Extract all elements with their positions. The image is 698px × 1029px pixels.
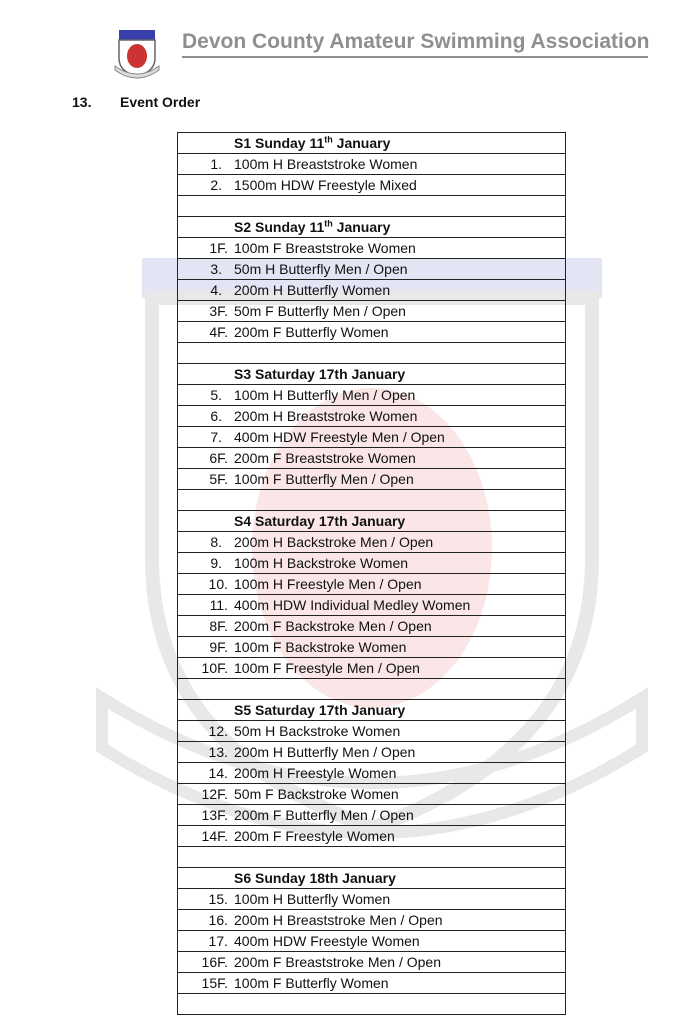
event-row	[178, 301, 566, 322]
event-cell	[178, 553, 566, 574]
event-number: 11.	[209, 597, 228, 613]
event-cell	[178, 385, 566, 406]
event-cell	[178, 952, 566, 973]
event-cell	[178, 973, 566, 994]
event-name: 100m F Butterfly Men / Open	[234, 471, 414, 487]
event-name: 200m F Backstroke Men / Open	[234, 618, 432, 634]
event-row	[178, 763, 566, 784]
event-number: 15.	[208, 891, 228, 907]
event-number: 16F.	[201, 954, 228, 970]
event-row	[178, 805, 566, 826]
session-month: January	[338, 870, 396, 886]
session-code: S4	[234, 513, 256, 529]
session-code: S5	[234, 702, 256, 718]
session-date-suffix: th	[324, 218, 333, 229]
event-row	[178, 637, 566, 658]
session-day: Saturday	[255, 366, 319, 382]
event-cell	[178, 301, 566, 322]
session-date: 18th	[309, 870, 339, 886]
event-name: 200m H Breaststroke Men / Open	[234, 912, 443, 928]
event-name: 100m H Freestyle Men / Open	[234, 576, 422, 592]
event-cell	[178, 154, 566, 175]
blank-cell	[178, 343, 566, 364]
session-code: S3	[234, 366, 256, 382]
event-name: 200m F Breaststroke Women	[234, 450, 416, 466]
event-row	[178, 931, 566, 952]
event-cell	[178, 889, 566, 910]
event-name: 100m F Backstroke Women	[234, 639, 407, 655]
event-cell	[178, 763, 566, 784]
session-header-row	[178, 133, 566, 154]
session-header-row	[178, 217, 566, 238]
section-number: 13.	[72, 94, 92, 110]
session-header-row	[178, 364, 566, 385]
event-number: 9F.	[209, 639, 228, 655]
event-row	[178, 469, 566, 490]
event-cell	[178, 826, 566, 847]
event-cell	[178, 910, 566, 931]
session-day: Sunday	[255, 135, 310, 151]
event-row	[178, 322, 566, 343]
event-row	[178, 784, 566, 805]
event-number: 14F.	[201, 828, 228, 844]
event-name: 200m H Butterfly Women	[234, 282, 391, 298]
session-day: Saturday	[255, 513, 319, 529]
event-name: 50m F Butterfly Men / Open	[234, 303, 406, 319]
session-code: S1	[234, 135, 256, 151]
event-number: 4F.	[209, 324, 228, 340]
event-row	[178, 385, 566, 406]
event-cell	[178, 784, 566, 805]
event-cell	[178, 406, 566, 427]
event-row	[178, 742, 566, 763]
session-header-row	[178, 511, 566, 532]
event-cell	[178, 931, 566, 952]
event-number: 5F.	[209, 471, 228, 487]
event-number: 1F.	[209, 240, 228, 256]
event-row	[178, 154, 566, 175]
event-name: 50m F Backstroke Women	[234, 786, 399, 802]
event-row	[178, 952, 566, 973]
event-number: 4.	[210, 282, 222, 298]
section-title: Event Order	[120, 94, 201, 110]
event-order-table	[177, 132, 566, 1015]
blank-cell	[178, 994, 566, 1015]
event-row	[178, 175, 566, 196]
session-date: 17th	[318, 513, 348, 529]
event-number: 13.	[208, 744, 228, 760]
event-cell	[178, 574, 566, 595]
session-date: 17th	[318, 366, 348, 382]
event-cell	[178, 532, 566, 553]
event-cell	[178, 721, 566, 742]
event-number: 12F.	[201, 786, 228, 802]
event-cell	[178, 469, 566, 490]
event-row	[178, 595, 566, 616]
event-name: 100m H Butterfly Women	[234, 891, 391, 907]
event-cell	[178, 175, 566, 196]
event-name: 200m F Freestyle Women	[234, 828, 395, 844]
session-header	[178, 511, 566, 532]
event-name: 100m H Backstroke Women	[234, 555, 409, 571]
event-cell	[178, 259, 566, 280]
session-date: 11	[309, 219, 325, 235]
session-day: Sunday	[255, 219, 310, 235]
session-month: January	[347, 366, 406, 382]
organization-title: Devon County Amateur Swimming Association	[182, 29, 648, 58]
event-number: 10.	[208, 576, 228, 592]
event-row	[178, 259, 566, 280]
blank-row	[178, 196, 566, 217]
blank-cell	[178, 847, 566, 868]
event-name: 100m H Breaststroke Women	[234, 156, 418, 172]
session-day: Sunday	[255, 870, 310, 886]
session-month: January	[347, 702, 406, 718]
event-number: 8.	[210, 534, 222, 550]
event-row	[178, 973, 566, 994]
event-row	[178, 910, 566, 931]
blank-cell	[178, 196, 566, 217]
event-cell	[178, 448, 566, 469]
event-number: 2.	[210, 177, 222, 193]
event-row	[178, 532, 566, 553]
event-number: 8F.	[209, 618, 228, 634]
event-cell	[178, 238, 566, 259]
event-number: 5.	[210, 387, 222, 403]
event-name: 50m H Backstroke Women	[234, 723, 401, 739]
event-name: 400m HDW Individual Medley Women	[234, 597, 471, 613]
event-name: 200m H Butterfly Men / Open	[234, 744, 416, 760]
event-row	[178, 889, 566, 910]
event-number: 13F.	[201, 807, 228, 823]
event-number: 14.	[208, 765, 228, 781]
event-number: 7.	[210, 429, 222, 445]
event-cell	[178, 322, 566, 343]
event-number: 6.	[210, 408, 222, 424]
event-row	[178, 406, 566, 427]
session-month: January	[347, 513, 406, 529]
blank-cell	[178, 490, 566, 511]
blank-cell	[178, 679, 566, 700]
event-row	[178, 280, 566, 301]
event-number: 16.	[208, 912, 228, 928]
session-date: 11	[309, 135, 325, 151]
session-date: 17th	[318, 702, 348, 718]
event-cell	[178, 637, 566, 658]
session-header-row	[178, 868, 566, 889]
event-row	[178, 574, 566, 595]
event-number: 12.	[208, 723, 228, 739]
session-header	[178, 868, 566, 889]
session-date-suffix: th	[324, 134, 333, 145]
event-row	[178, 616, 566, 637]
event-row	[178, 826, 566, 847]
event-number: 3.	[210, 261, 222, 277]
event-name: 50m H Butterfly Men / Open	[234, 261, 408, 277]
event-row	[178, 553, 566, 574]
blank-row	[178, 490, 566, 511]
event-name: 200m H Breaststroke Women	[234, 408, 418, 424]
event-row	[178, 427, 566, 448]
blank-row	[178, 994, 566, 1015]
session-header	[178, 364, 566, 385]
session-code: S2	[234, 219, 256, 235]
event-name: 400m HDW Freestyle Men / Open	[234, 429, 445, 445]
event-name: 200m F Butterfly Women	[234, 324, 389, 340]
session-month: January	[332, 219, 391, 235]
event-name: 100m F Freestyle Men / Open	[234, 660, 420, 676]
event-name: 400m HDW Freestyle Women	[234, 933, 420, 949]
devon-asa-crest-icon	[113, 26, 161, 80]
session-header-row	[178, 700, 566, 721]
blank-row	[178, 847, 566, 868]
event-name: 1500m HDW Freestyle Mixed	[234, 177, 417, 193]
event-name: 200m H Backstroke Men / Open	[234, 534, 434, 550]
blank-row	[178, 679, 566, 700]
event-row	[178, 721, 566, 742]
session-header	[178, 133, 566, 154]
event-number: 15F.	[201, 975, 228, 991]
event-name: 200m H Freestyle Women	[234, 765, 397, 781]
event-cell	[178, 427, 566, 448]
session-month: January	[332, 135, 391, 151]
event-number: 3F.	[209, 303, 228, 319]
session-header	[178, 217, 566, 238]
session-code: S6	[234, 870, 256, 886]
event-number: 6F.	[209, 450, 228, 466]
event-number: 9.	[210, 555, 222, 571]
event-name: 100m H Butterfly Men / Open	[234, 387, 416, 403]
event-number: 17.	[208, 933, 228, 949]
event-row	[178, 238, 566, 259]
event-row	[178, 448, 566, 469]
event-name: 100m F Butterfly Women	[234, 975, 389, 991]
event-cell	[178, 280, 566, 301]
session-header	[178, 700, 566, 721]
event-number: 1.	[210, 156, 222, 172]
blank-row	[178, 343, 566, 364]
event-name: 200m F Butterfly Men / Open	[234, 807, 414, 823]
session-day: Saturday	[255, 702, 319, 718]
event-cell	[178, 742, 566, 763]
event-name: 100m F Breaststroke Women	[234, 240, 416, 256]
event-cell	[178, 616, 566, 637]
event-name: 200m F Breaststroke Men / Open	[234, 954, 441, 970]
event-cell	[178, 595, 566, 616]
event-cell	[178, 805, 566, 826]
event-number: 10F.	[201, 660, 228, 676]
event-cell	[178, 658, 566, 679]
event-row	[178, 658, 566, 679]
